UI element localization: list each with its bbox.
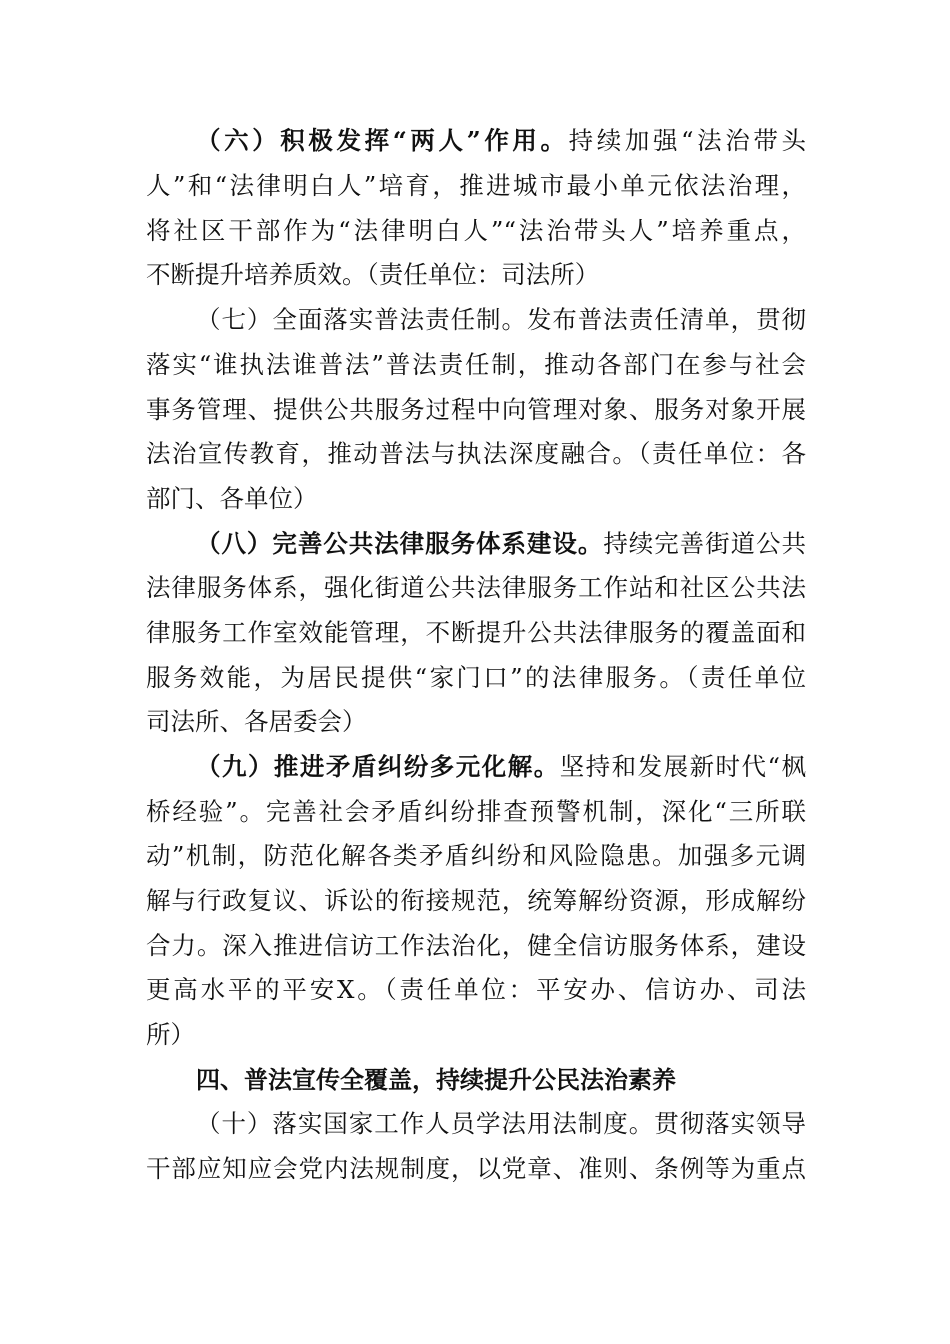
paragraph-10-line-1: （十）落实国家工作人员学法用法制度。贯彻落实领导: [196, 1109, 806, 1138]
paragraph-8-line-4: 服务效能，为居民提供“家门口”的法律服务。（责任单位: [146, 663, 806, 692]
paragraph-6-line-2: 人”和“法律明白人”培育，推进城市最小单元依法治理，: [146, 171, 806, 200]
paragraph-8-lead: （八）完善公共法律服务体系建设。: [196, 529, 604, 558]
paragraph-9-line-3: 动”机制，防范化解各类矛盾纠纷和风险隐患。加强多元调: [146, 841, 806, 870]
paragraph-6-line-1: （六）积极发挥“两人”作用。持续加强“法治带头: [196, 126, 806, 155]
paragraph-9-line-4: 解与行政复议、诉讼的衔接规范，统筹解纷资源，形成解纷: [146, 886, 806, 915]
paragraph-7-lead: （七）全面落实普法责任制。: [196, 305, 527, 334]
paragraph-7-line-3: 事务管理、提供公共服务过程中向管理对象、服务对象开展: [146, 395, 806, 424]
paragraph-9-line-5: 合力。深入推进信访工作法治化，健全信访服务体系，建设: [146, 931, 806, 960]
paragraph-7-line-2: 落实“谁执法谁普法”普法责任制，推动各部门在参与社会: [146, 350, 806, 379]
paragraph-10-line-2: 干部应知应会党内法规制度，以党章、准则、条例等为重点: [146, 1154, 806, 1183]
paragraph-6-line-4: 不断提升培养质效。（责任单位：司法所）: [146, 260, 600, 289]
paragraph-8-line-5: 司法所、各居委会）: [146, 707, 367, 736]
paragraph-10-lead: （十）落实国家工作人员学法用法制度。: [196, 1109, 655, 1138]
paragraph-7-line-1: （七）全面落实普法责任制。发布普法责任清单，贯彻: [196, 305, 806, 334]
paragraph-6-line-3: 将社区干部作为“法律明白人”“法治带头人”培养重点，: [146, 216, 806, 245]
paragraph-8-line-1: （八）完善公共法律服务体系建设。持续完善街道公共: [196, 529, 806, 558]
paragraph-9-line-2: 桥经验”。完善社会矛盾纠纷排查预警机制，深化“三所联: [146, 797, 806, 826]
paragraph-9-line-1: （九）推进矛盾纠纷多元化解。坚持和发展新时代“枫: [196, 752, 806, 781]
paragraph-9-line-6: 更高水平的平安X。（责任单位：平安办、信访办、司法: [146, 975, 806, 1004]
paragraph-8-line-3: 律服务工作室效能管理，不断提升公共法律服务的覆盖面和: [146, 618, 806, 647]
paragraph-6-lead: （六）积极发挥“两人”作用。: [196, 126, 569, 155]
paragraph-7-line-4: 法治宣传教育，推动普法与执法深度融合。（责任单位：各: [146, 439, 806, 468]
paragraph-7-line-5: 部门、各单位）: [146, 484, 318, 513]
paragraph-8-line-2: 法律服务体系，强化街道公共法律服务工作站和社区公共法: [146, 573, 806, 602]
paragraph-9-lead: （九）推进矛盾纠纷多元化解。: [196, 752, 560, 781]
paragraph-9-line-7: 所）: [146, 1020, 195, 1049]
section-heading: 四、普法宣传全覆盖，持续提升公民法治素养: [196, 1066, 676, 1094]
